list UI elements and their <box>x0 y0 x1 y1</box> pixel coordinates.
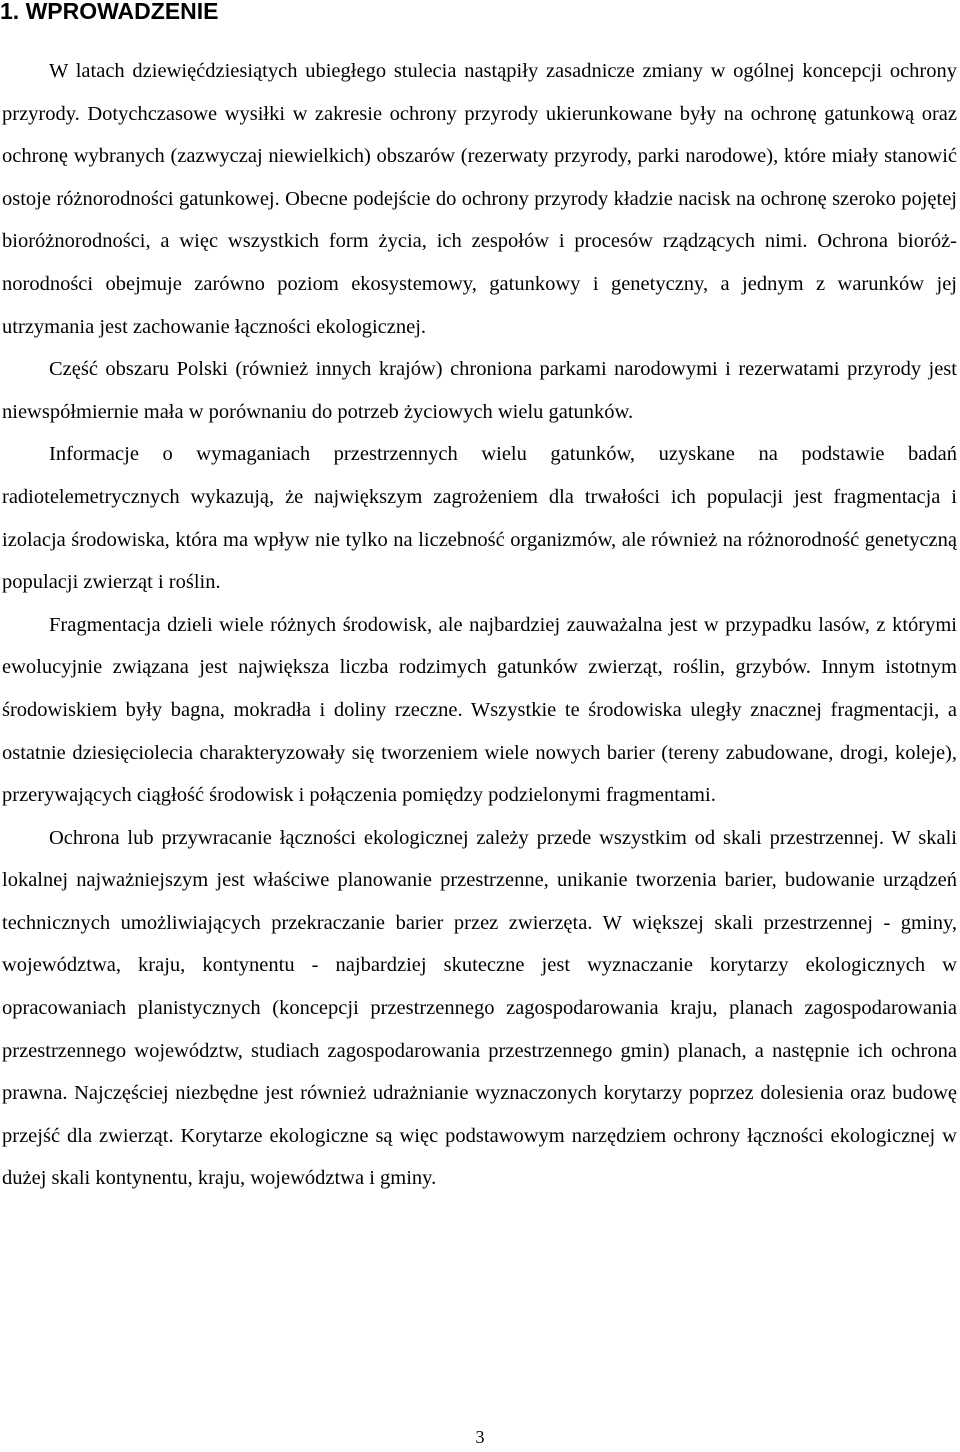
paragraph: W latach dziewięćdziesiątych ubiegłego stulecia nastąpiły zasadnicze zmiany w ogólnej koncepcji ochrony przyrody. Dotychczasowe wysiłki w zakresie ochrony przyrody ukierunkowane były na ochronę gatunkową oraz ochronę wybranych (zazwyczaj niewielkich) obszarów (rezerwaty przyrody, parki narodowe), które miały stanowić ostoje różnorodności gatunkowej. Obecne podejście do ochrony przyrody kładzie nacisk na ochronę szeroko pojętej bioróżnorodności, a więc wszystkich form życia, ich zespołów i procesów rządzących nimi. Ochrona bioróżnorodności obejmuje zarówno poziom ekosystemowy, gatunkowy i genetyczny, a jednym z warunków jej utrzymania jest zachowanie łączności ekologicznej. <box>2 60 957 338</box>
paragraph: Część obszaru Polski (również innych krajów) chroniona parkami narodowymi i rezerwatami przyrody jest niewspółmiernie mała w porównaniu do potrzeb życiowych wielu gatunków. <box>2 358 957 423</box>
paragraph: Fragmentacja dzieli wiele różnych środowisk, ale najbardziej zauważalna jest w przypadku lasów, z którymi ewolucyjnie związana jest największa liczba rodzimych gatunków zwierząt, roślin, grzybów. Innym istotnym środowiskiem były bagna, mokradła i doliny rzeczne. Wszystkie te środowiska uległy znacznej fragmentacji, a ostatnie dziesięciolecia charakteryzowały się tworzeniem wiele nowych barier (tereny zabudowane, drogi, koleje), przerywających ciągłość środowisk i połączenia pomiędzy podzielonymi fragmentami. <box>2 613 957 807</box>
paragraph: Informacje o wymaganiach przestrzennych wielu gatunków, uzyskane na podstawie badań radiotelemetrycznych wykazują, że największym zagrożeniem dla trwałości ich populacji jest fragmentacja i izolacja środowiska, która ma wpływ nie tylko na liczebność organizmów, ale również na różnorodność genetyczną populacji zwierząt i roślin. <box>2 443 957 594</box>
section-heading: 1. WPROWADZENIE <box>0 0 219 24</box>
paragraph: Ochrona lub przywracanie łączności ekologicznej zależy przede wszystkim od skali przestrzennej. W skali lokalnej najważniejszym jest właściwe planowanie przestrzenne, unikanie tworzenia barier, budowanie urządzeń technicznych umożliwiających przekraczanie barier przez zwierzęta. W większej skali przestrzennej - gminy, województwa, kraju, kontynentu - najbardziej skuteczne jest wyznaczanie korytarzy ekologicznych w opracowaniach planistycznych (koncepcji przestrzennego zagospodarowania kraju, planach zagospodarowania przestrzennego województw, studiach zagospodarowania przestrzennego gmin) planach, a następnie ich ochrona prawna. Najczęściej niezbędne jest również udrażnianie wyznaczonych korytarzy poprzez dolesienia oraz budowę przejść dla zwierząt. Korytarze ekologiczne są więc podstawowym narzędziem ochrony łączności ekologicznej w dużej skali kontynentu, kraju, województwa i gminy. <box>2 826 957 1190</box>
page-number: 3 <box>475 1427 485 1447</box>
section-body <box>2 50 957 1200</box>
